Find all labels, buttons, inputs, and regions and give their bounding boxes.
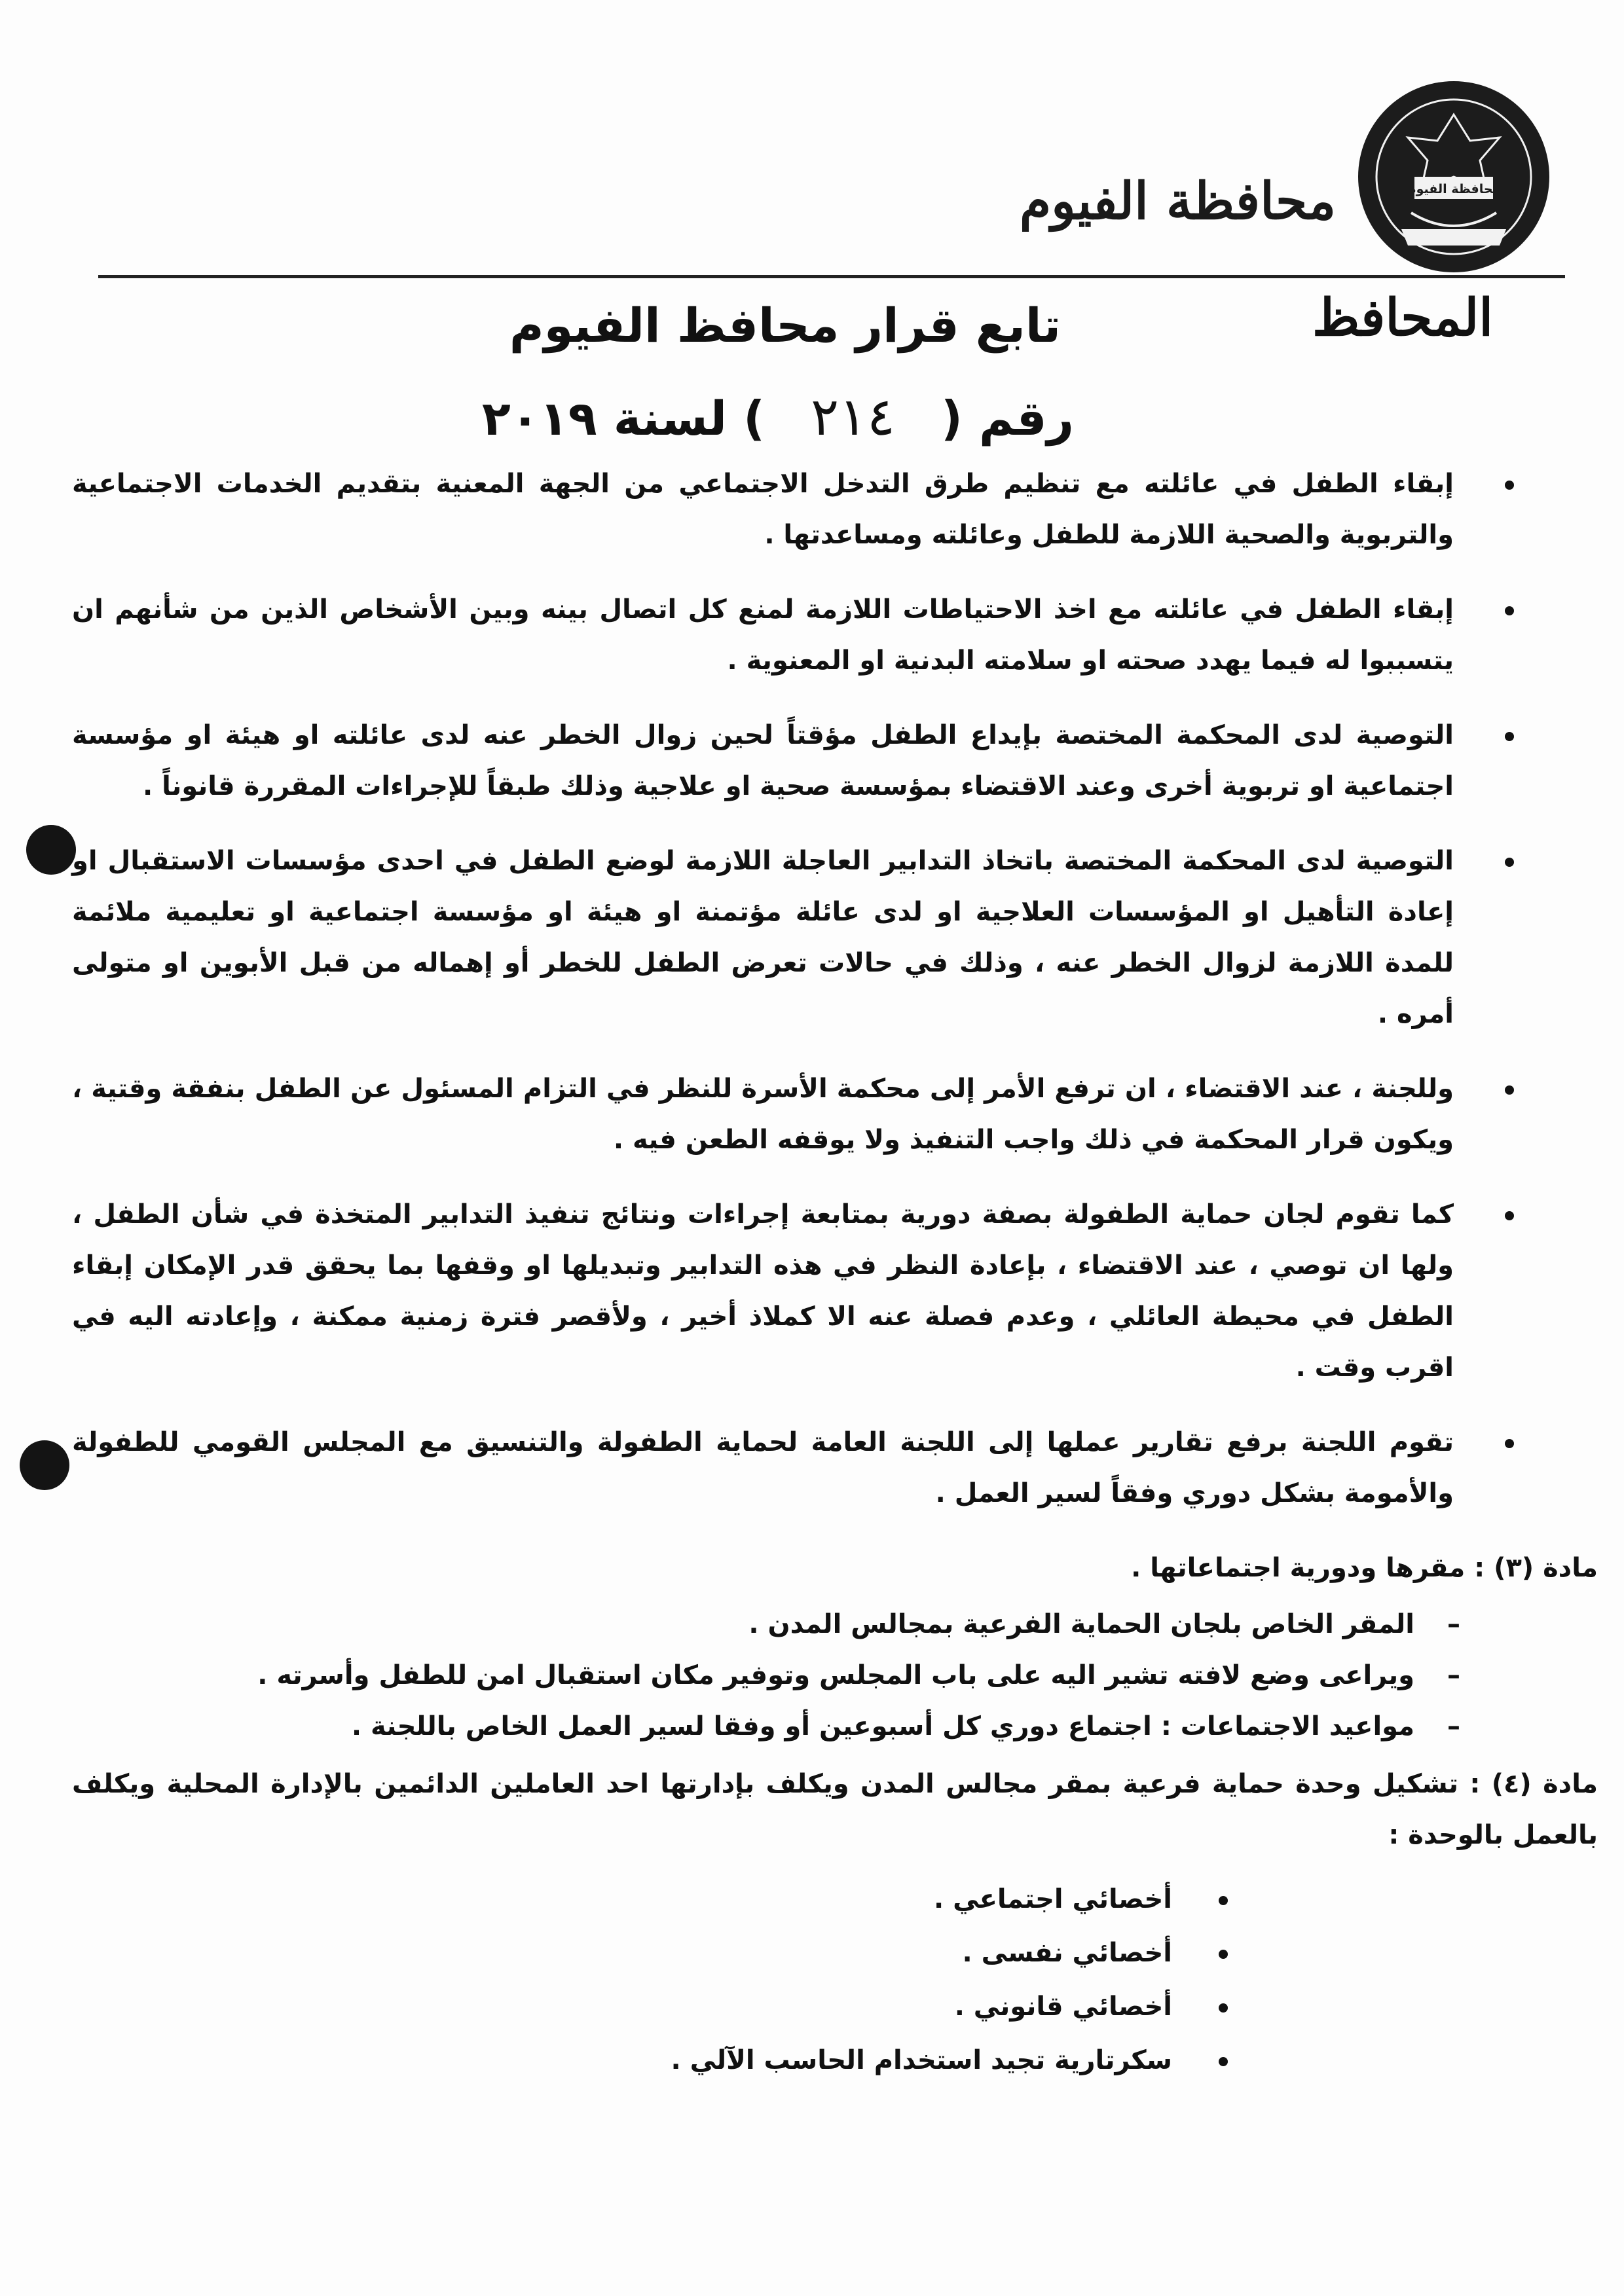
punch-hole [26,825,76,875]
decree-year: ) لسنة ٢٠١٩ [481,391,766,446]
bullet-icon [1505,732,1514,741]
governor-label: المحافظ [1312,288,1493,348]
list-item [72,1872,1526,1926]
list-item-text: ويراعى وضع لافته تشير اليه على باب المجلس وتوفير مكان استقبال امن للطفل وأسرته . [257,1660,1414,1690]
bullet-icon [1505,606,1514,615]
article-3-heading: مادة (٣) : مقرها ودورية اجتماعاتها . [1131,1553,1598,1583]
list-item-text: أخصائي اجتماعي . [933,1884,1172,1914]
list-item [72,1980,1526,2033]
list-item-text: إبقاء الطفل في عائلته مع اخذ الاحتياطات اللازمة لمنع كل اتصال بينه وبين الأشخاص الذين من شأنهم ان يتسببوا له فيما يهدد صحته او سلامته البدنية او المعنوية . [72,594,1454,676]
list-item [72,1650,1526,1701]
governorate-seal-logo [1356,79,1552,275]
bullet-icon [1505,1085,1514,1095]
bullet-icon [1505,1439,1514,1448]
article-4-staff-list [72,1872,1526,2087]
bullet-icon [1219,1896,1228,1905]
bullet-icon [1219,2003,1228,2013]
list-item-text: التوصية لدى المحكمة المختصة باتخاذ التدابير العاجلة اللازمة لوضع الطفل في احدى مؤسسات الاستقبال او إعادة التأهيل او المؤسسات العلاجية او لدى عائلة مؤتمنة او هيئة او مؤسسة اجتماعية او تعليمية ملائمة للمدة اللازمة لزوال الخطر عنه ، وذلك في حالات تعرض الطفل للخطر أو إهماله من قبل الأبوين او متولى أمره . [72,846,1454,1029]
list-item-text: إبقاء الطفل في عائلته مع تنظيم طرق التدخل الاجتماعي من الجهة المعنية بتقديم الخدمات الاجتماعية والتربوية والصحية اللازمة للطفل وعائلته ومساعدتها . [72,469,1454,550]
bullet-icon [1505,858,1514,867]
list-item [72,458,1526,560]
governorate-name: محافظة الفيوم [1019,172,1336,231]
list-item-text: تقوم اللجنة برفع تقارير عملها إلى اللجنة العامة لحماية الطفولة والتنسيق مع المجلس القومي للطفولة والأمومة بشكل دوري وفقاً لسير العمل . [72,1427,1454,1508]
svg-text:محافظة الفيوم: محافظة الفيوم [1407,182,1501,196]
list-item-text: أخصائي قانوني . [954,1992,1172,2022]
bullet-icon [1219,1950,1228,1959]
decree-title: تابع قرار محافظ الفيوم [509,298,1061,353]
list-item [72,835,1526,1040]
dash-marker: – [1447,1711,1460,1741]
list-item [72,584,1526,686]
dash-marker: – [1447,1660,1460,1690]
list-item [72,710,1526,812]
list-item-text: وللجنة ، عند الاقتضاء ، ان ترفع الأمر إلى محكمة الأسرة للنظر في التزام المسئول عن الطفل بنفقة وقتية ، ويكون قرار المحكمة في ذلك واجب التنفيذ ولا يوقفه الطعن فيه . [72,1074,1454,1155]
article-3 [72,1542,1598,1752]
dash-marker: – [1447,1609,1460,1639]
list-item [72,1926,1526,1980]
list-item-text: التوصية لدى المحكمة المختصة بإيداع الطفل مؤقتاً لحين زوال الخطر عنه لدى عائلته او هيئة او مؤسسة اجتماعية او تربوية أخرى وعند الاقتضاء بمؤسسة صحية او علاجية وذلك طبقاً للإجراءات المقررة قانوناً . [72,720,1454,801]
decree-body [72,458,1598,2087]
list-item-text: مواعيد الاجتماعات : اجتماع دوري كل أسبوعين أو وفقا لسير العمل الخاص باللجنة . [351,1711,1414,1741]
bullet-icon [1219,2057,1228,2066]
list-item [72,1599,1526,1650]
article-4-heading: مادة (٤) : تشكيل وحدة حماية فرعية بمقر مجالس المدن ويكلف بإدارتها احد العاملين الدائمين بالإدارة المحلية ويكلف بالعمل بالوحدة : [72,1769,1598,1850]
list-item [72,1701,1526,1752]
bullet-icon [1505,481,1514,490]
decree-number-line [482,386,1074,447]
list-item [72,1063,1526,1165]
list-item-text: المقر الخاص بلجان الحماية الفرعية بمجالس المدن . [748,1609,1414,1639]
list-item [72,2033,1526,2087]
list-item-text: كما تقوم لجان حماية الطفولة بصفة دورية بمتابعة إجراءات ونتائج تنفيذ التدابير المتخذة في شأن الطفل ، ولها ان توصي ، عند الاقتضاء ، بإعادة النظر في هذه التدابير وتبديلها او وقفها بما يحقق قدر الإمكان إبقاء الطفل في محيطة العائلي ، وعدم فصلة عنه الا كملاذ أخير ، ولأقصر فترة زمنية ممكنة ، وإعادته اليه في اقرب وقت . [72,1199,1454,1383]
list-item [72,1189,1526,1393]
punch-hole [20,1440,69,1490]
header-divider [98,275,1565,278]
article-3-items [72,1599,1526,1752]
decree-number: ٢١٤ [811,386,895,447]
list-item-text: أخصائي نفسى . [962,1938,1172,1968]
list-item-text: سكرتارية تجيد استخدام الحاسب الآلي . [671,2045,1172,2075]
bullet-icon [1505,1211,1514,1220]
measures-list [72,458,1526,1519]
decree-number-prefix: رقم ( [940,391,1074,446]
list-item [72,1417,1526,1519]
